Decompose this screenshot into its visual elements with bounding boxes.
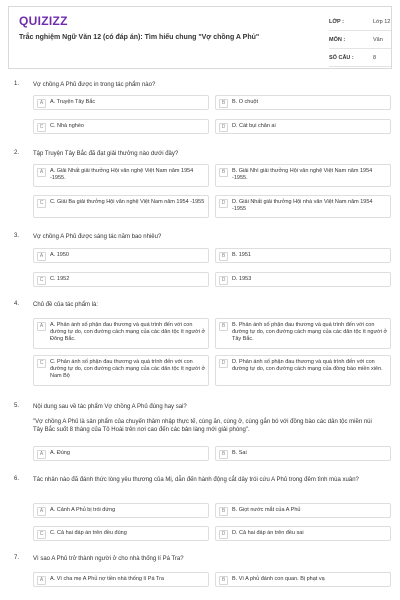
option-text: B. Giọt nước mắt của A Phủ [232,507,301,513]
question-number: 2. [14,150,20,156]
question-text: Vợ chồng A Phủ được in trong tác phẩm nào? [33,82,156,88]
option-letter: A [37,450,46,459]
option-a[interactable] [33,446,209,461]
option-text: D. Giải Nhất giải thưởng Hội nhà văn Việt Nam năm 1954 -1955 [232,199,373,212]
option-b[interactable] [215,164,391,187]
option-text: A. 1950 [50,252,69,258]
option-letter: B [219,252,228,261]
option-text: B. Vì A phủ đánh con quan. Bị phạt vạ [232,576,325,582]
option-d[interactable] [215,272,391,287]
question-text: Chủ đề của tác phẩm là: [33,302,99,308]
quizizz-logo: QUIZIZZ [19,14,68,28]
option-b[interactable] [215,572,391,587]
option-letter: D [219,199,228,208]
option-text: C. 1952 [50,276,70,282]
meta-value: Lớp 12 [373,19,391,25]
option-c[interactable] [33,526,209,541]
meta-row-subject [329,31,391,49]
option-c[interactable] [33,272,209,287]
option-letter: C [37,276,46,285]
question-text: Tập Truyện Tây Bắc đã đạt giải thưởng nào dưới đây? [33,151,179,157]
option-text: D. Cả hai đáp án trên đều sai [232,530,304,536]
option-letter: B [219,507,228,516]
option-b[interactable] [215,318,391,349]
option-d[interactable] [215,119,391,134]
option-letter: C [37,530,46,539]
question-text: Nội dung sau về tác phẩm Vợ chồng A Phủ đúng hay sai? [33,404,187,410]
option-c[interactable] [33,119,209,134]
quiz-title: Trắc nghiệm Ngữ Văn 12 (có đáp án): Tìm hiểu chung "Vợ chồng A Phủ" [19,34,260,41]
option-letter: A [37,322,46,331]
meta-label: MÔN : [329,37,346,43]
question-number: 1. [14,81,20,87]
question-number: 4. [14,301,20,307]
option-text: A. Cảnh A Phủ bị trói đứng [50,507,116,513]
option-d[interactable] [215,195,391,218]
option-b[interactable] [215,446,391,461]
option-text: A. Giải Nhất giải thưởng Hội văn nghệ Việt Nam năm 1954 -1955. [50,168,194,181]
worksheet-header [8,6,392,69]
option-letter: B [219,322,228,331]
option-text: B. O chuột [232,99,258,105]
option-text: A. Đúng [50,450,70,456]
option-letter: D [219,123,228,132]
option-a[interactable] [33,164,209,187]
question-number: 3. [14,233,20,239]
question-text: Tác nhân nào đã đánh thức lòng yêu thương của Mị, dẫn đến hành động cắt dây trói cứu A Phủ trong đêm tình mùa xuân? [33,477,359,483]
option-text: A. Truyện Tây Bắc [50,99,96,105]
option-a[interactable] [33,248,209,263]
option-text: D. Phản ánh số phận đau thương và quá trình đến với con đường tự do, con đường cách mạng của đồng bào miền xiên. [232,359,383,372]
question-number: 5. [14,403,20,409]
option-letter: A [37,252,46,261]
question-number: 6. [14,476,20,482]
meta-label: LỚP : [329,19,344,25]
question-number: 7. [14,555,20,561]
option-text: D. Cát bụi chân ai [232,123,276,129]
option-a[interactable] [33,318,209,349]
option-a[interactable] [33,503,209,518]
option-text: A. Phản ánh số phận đau thương và quá trình đến với con đường tự do, con đường cách mạng của các dân tộc ít người ở Đông Bắc. [50,322,206,342]
option-letter: A [37,507,46,516]
option-text: B. Giải Nhì giải thưởng Hội văn nghệ Việt Nam năm 1954 -1955. [232,168,373,181]
option-text: B. Sai [232,450,247,456]
option-letter: B [219,168,228,177]
option-text: C. Giải Ba giải thưởng Hội văn nghệ Việt Nam năm 1954 -1955 [50,199,205,205]
option-b[interactable] [215,503,391,518]
meta-row-class [329,13,391,31]
option-text: B. Phản ánh số phận đau thương và quá trình đến với con đường tự do, con đường cách mạng của các dân tộc ít người ở Tây Bắc. [232,322,388,342]
meta-row-count [329,49,391,67]
option-c[interactable] [33,195,209,218]
option-letter: B [219,450,228,459]
option-letter: C [37,359,46,368]
option-a[interactable] [33,572,209,587]
option-letter: D [219,276,228,285]
question-text: Vợ chồng A Phủ được sáng tác năm bao nhiêu? [33,234,162,240]
option-a[interactable] [33,95,209,110]
option-b[interactable] [215,248,391,263]
question-text: Vì sao A Phủ trở thành người ở cho nhà thống lí Pá Tra? [33,556,184,562]
option-d[interactable] [215,526,391,541]
question-excerpt: "Vợ chồng A Phủ là sản phẩm của chuyến thâm nhập thực tế, cùng ăn, cùng ở, cùng gắn bó với đồng bào các dân tộc miền núi Tây Bắc suốt 8 tháng của Tô Hoài trên nơi cao đến các bản làng mới giải phóng". [33,419,372,433]
option-letter: C [37,199,46,208]
option-text: C. Phản ánh số phận đau thương và quá trình đến với con đường tự do, con đường cách mạng của các dân tộc ít người ở Nam Bộ [50,359,206,379]
option-c[interactable] [33,355,209,386]
option-letter: A [37,168,46,177]
option-d[interactable] [215,355,391,386]
option-text: C. Nhà nghèo [50,123,84,129]
option-text: A. Vì cha mẹ A Phủ nợ tiền nhà thống lí Pá Tra [50,576,164,582]
option-letter: D [219,530,228,539]
option-letter: B [219,99,228,108]
meta-value: Văn [373,37,383,43]
meta-label: SỐ CÂU : [329,55,354,61]
option-letter: B [219,576,228,585]
option-text: B. 1951 [232,252,251,258]
option-letter: D [219,359,228,368]
quiz-meta [329,13,391,67]
option-b[interactable] [215,95,391,110]
option-letter: A [37,99,46,108]
meta-value: 8 [373,55,377,61]
option-text: C. Cả hai đáp án trên đều đúng [50,530,127,536]
option-letter: A [37,576,46,585]
option-text: D. 1953 [232,276,252,282]
option-letter: C [37,123,46,132]
